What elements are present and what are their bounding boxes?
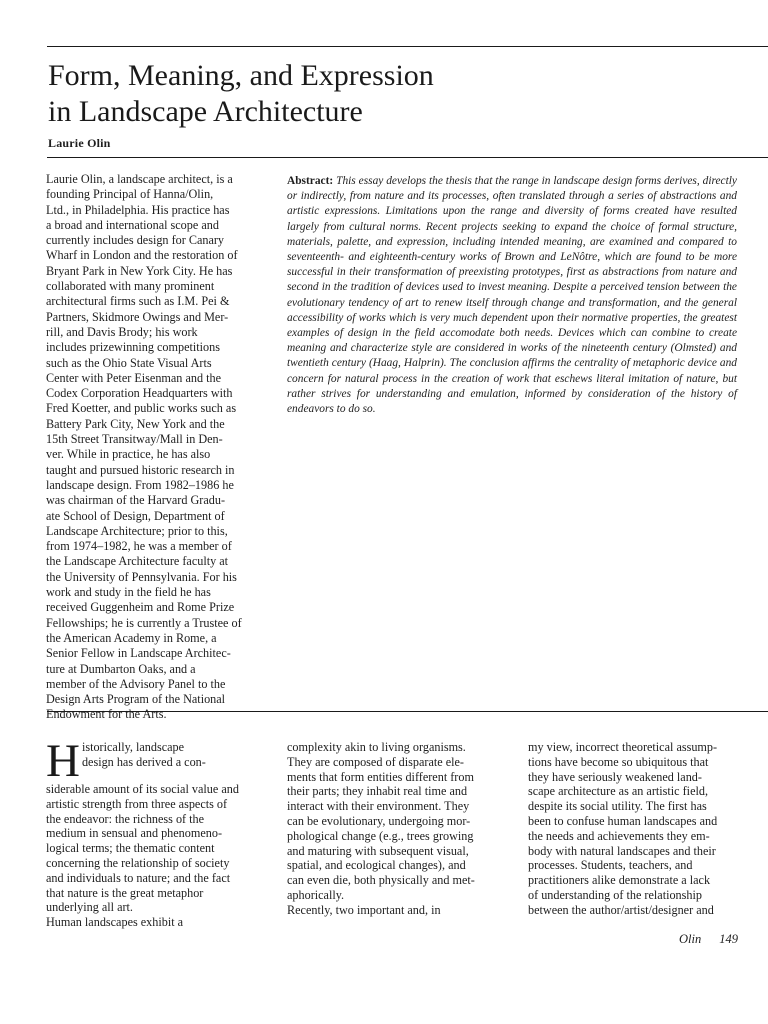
running-head: Olin <box>679 932 702 946</box>
body-column-2: complexity akin to living organisms. They are composed of disparate ele- ments that form entities different from their parts; they inhabit real time and interact with their environment. They can be evolutionary, undergoing mor- phological change (e.g., trees growing and maturing with subsequent visual, spatial, and ecological changes), and can even die, both physically and met- aphorically. Recently, two important and, in <box>287 740 475 917</box>
page-footer <box>661 932 738 947</box>
abstract-label: Abstract: <box>287 175 334 187</box>
body-column-1 <box>46 735 268 930</box>
author-name: Laurie Olin <box>48 136 111 150</box>
author-bio: Laurie Olin, a landscape architect, is a founding Principal of Hanna/Olin, Ltd., in Philadelphia. His practice has a broad and international scope and currently includes design for Canary Wharf in London and the restoration of Bryant Park in New York City. He has collaborated with many prominent architectural firms such as I.M. Pei & Partners, Skidmore Owings and Mer- rill, and Davis Brody; his work includes prizewinning competitions such as the Ohio State Visual Arts Center with Peter Eisenman and the Codex Corporation Headquarters with Fred Koetter, and public works such as Battery Park City, New York and the 15th Street Transitway/Mall in Den- ver. While in practice, he has also taught and pursued historic research in landscape design. From 1982–1986 he was chairman of the Harvard Gradu- ate School of Design, Department of Landscape Architecture; prior to this, from 1974–1982, he was a member of the Landscape Architecture faculty at the University of Pennsylvania. For his work and study in the field he has received Guggenheim and Rome Prize Fellowships; he is currently a Trustee of the American Academy in Rome, a Senior Fellow in Landscape Architec- ture at Dumbarton Oaks, and a member of the Advisory Panel to the Design Arts Program of the National Endowment for the Arts. <box>46 172 242 722</box>
page-number: 149 <box>719 932 738 946</box>
drop-cap: H <box>46 735 80 787</box>
section-rule <box>47 711 768 712</box>
abstract-text: This essay develops the thesis that the range in landscape design forms derives, directly or indirectly, from nature and its processes, often translated through a series of abstractions and artistic expressions. Limitations upon the range and diversity of forms created have resulted largely from cultural norms. Recent projects seeking to expand the choice of formal structure, materials, palette, and expression, including intended meaning, are examined and compared to seventeenth- and eighteenth-century works of Brown and LeNôtre, which are found to be more successful in their transformation of preexisting prototypes, first as abstractions from nature and second in the tradition of devices used to invest meaning. Despite a perceived tension between the evolutionary tendency of art to renew itself through change and transformation, and the general accessibility of works which is very much dependent upon their normative properties, the greatest examples of design in the field accomodate both needs. Devices which can combine to create meaning and characterize style are considered in works of the nineteenth century (Olmsted) and twentieth century (Haag, Halprin). The conclusion affirms the centrality of metaphoric device and concern for natural process in the creation of work that eschews literal imitation of nature, but rather strives for understanding and emulation, informed by consideration of the history of endeavors to do so. <box>287 175 737 416</box>
header-rule <box>47 157 768 158</box>
title-block <box>48 58 648 151</box>
top-rule <box>47 46 768 47</box>
body-column-3: my view, incorrect theoretical assump- tions have become so ubiquitous that they have seriously weakened land- scape architecture as an artistic field, despite its social utility. The first has been to confuse human landscapes and the needs and achievements they em- body with natural landscapes and their processes. Students, teachers, and practitioners alike demonstrate a lack of understanding of the relationship between the author/artist/designer and <box>528 740 718 917</box>
article-title-line-1: Form, Meaning, and Expression <box>48 59 434 92</box>
abstract <box>287 174 737 417</box>
body-column-1-opening: istorically, landscape design has derived a con- <box>81 740 206 769</box>
article-title-line-2: in Landscape Architecture <box>48 95 363 128</box>
body-column-1-text: siderable amount of its social value and artistic strength from three aspects of the endeavor: the richness of the medium in sensual and phenomeno- logical terms; the thematic content concerning the relationship of society and individuals to nature; and the fact that nature is the great metaphor underlying all art. Human landscapes exhibit a <box>46 782 239 930</box>
